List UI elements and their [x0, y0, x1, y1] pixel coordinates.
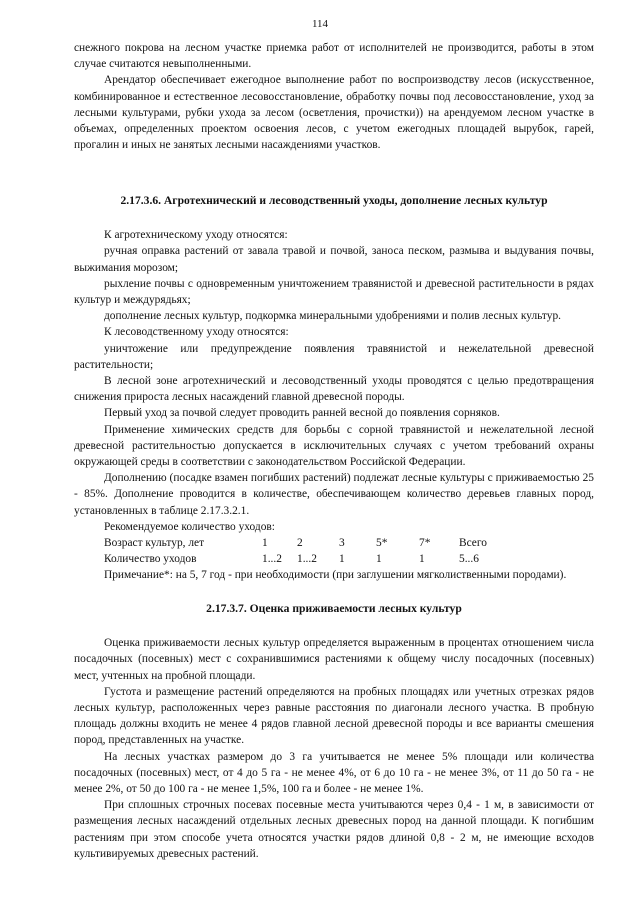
table-cell: Количество уходов: [104, 553, 197, 566]
paragraph: Первый уход за почвой следует проводить ранней весной до появления сорняков.: [104, 407, 500, 420]
paragraph: Оценка приживаемости лесных культур определяется выраженным в процентах отношением числа посадочных (посевных) мест с сохранившимися растениями к общему числу посадочных (посевных) мест, учтенных на пробной площади.: [74, 637, 594, 682]
paragraph: На лесных участках размером до 3 га учитывается не менее 5% площади или количества посадочных (посевных) мест, от 4 до 5 га - не менее 4%, от 6 до 10 га - не менее 3%, от 11 до 50 га - не менее 2%, от 50 до 100 га - не менее 1,5%, 100 га и более - не менее 1%.: [74, 750, 594, 796]
paragraph: рыхление почвы с одновременным уничтожением травянистой и древесной растительности в рядах культур и междурядьях;: [74, 277, 594, 307]
intro-block: [74, 40, 594, 153]
paragraph: Рекомендуемое количество уходов:: [104, 520, 275, 533]
paragraph: уничтожение или предупреждение появления травянистой и нежелательной древесной растительности;: [74, 342, 594, 371]
table-cell: 1: [262, 537, 268, 550]
table-cell: 2: [297, 537, 303, 550]
table-cell: 1...2: [297, 553, 317, 566]
section-heading: 2.17.3.7. Оценка приживаемости лесных культур: [206, 602, 462, 615]
paragraph: Арендатор обеспечивает ежегодное выполнение работ по воспроизводству лесов (искусственное, комбинированное и естественное лесовосстановление, обработку почвы под лесовосстановление, уход за лесными культурами, рубки ухода за лесом (осветления, прочистки)) на арендуемом лесном участке в объемах, определенных проектом освоения лесов, с учетом ежегодных площадей вырубок, гарей, прогалин и иных не занятых лесными насаждениями участков.: [74, 74, 594, 152]
table-cell: 7*: [419, 537, 431, 550]
paragraph: Дополнению (посадке взамен погибших растений) подлежат лесные культуры с приживаемостью 25 - 85%. Дополнение проводится в количестве, обеспечивающем количество деревьев главных пород, установленных в таблице 2.17.3.2.1.: [74, 472, 594, 517]
table-cell: 5*: [376, 537, 388, 550]
care-schedule-table: [74, 535, 594, 567]
table-cell: Всего: [459, 537, 487, 550]
paragraph: ручная оправка растений от завала травой и почвой, заноса песком, размыва и выдувания почвы, выжимания морозом;: [74, 245, 594, 274]
paragraph: Густота и размещение растений определяются на пробных площадях или учетных отрезках рядов лесных культур, расположенных через равные расстояния по диагонали лесного участка. В пробную площадь должны входить не менее 4 рядов главной лесной древесной породы и все варианты смешения пород, представленных на участке.: [74, 685, 594, 747]
page-number: 114: [311, 18, 329, 30]
table-cell: 5...6: [459, 553, 479, 566]
table-cell: 1...2: [262, 553, 282, 566]
table-cell: 1: [339, 553, 345, 566]
table-note: Примечание*: на 5, 7 год - при необходимости (при заглушении мягколиственными породами).: [104, 569, 567, 582]
section-agrotechnical: [74, 193, 594, 584]
section-survival-assessment: [74, 601, 594, 862]
paragraph: К лесоводственному уходу относятся:: [104, 326, 289, 339]
table-cell: 3: [339, 537, 345, 550]
table-row: [74, 535, 594, 551]
paragraph: Применение химических средств для борьбы с сорной травянистой и нежелательной лесной древесной растительностью допускается в исключительных случаях с учетом требований охраны окружающей среды в соответствии с законодательством Российской Федерации.: [74, 423, 594, 469]
paragraph: В лесной зоне агротехнический и лесоводственный уходы проводятся с целью предотвращения снижения прироста лесных насаждений главной древесной породы.: [74, 375, 594, 404]
paragraph: дополнение лесных культур, подкормка минеральными удобрениями и полив лесных культур.: [104, 310, 561, 323]
table-cell: 1: [376, 553, 382, 566]
paragraph: К агротехническому уходу относятся:: [104, 229, 288, 242]
section-heading: 2.17.3.6. Агротехнический и лесоводственный уходы, дополнение лесных культур: [120, 194, 548, 207]
paragraph: снежного покрова на лесном участке приемка работ от исполнителей не производится, работы в этом случае считаются невыполненными.: [74, 42, 594, 71]
table-cell: Возраст культур, лет: [104, 537, 205, 550]
table-row: [74, 551, 594, 567]
paragraph: При сплошных строчных посевах посевные места учитываются через 0,4 - 1 м, в зависимости от размещения лесных насаждений отдельных лесных древесных пород на данной площади. К погибшим растениям при этом способе учета относятся участки рядов длиной 0,8 - 2 м, не имеющие всходов культивируемых древесных растений.: [74, 799, 594, 860]
table-cell: 1: [419, 553, 425, 566]
